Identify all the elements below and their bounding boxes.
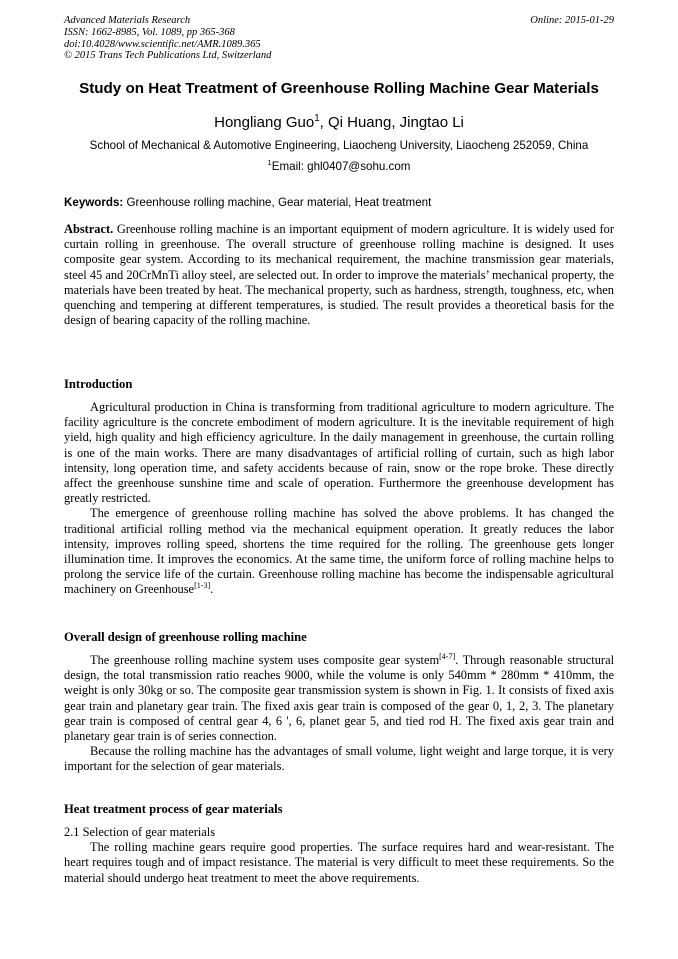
overall-design-paragraph-1 (64, 653, 614, 744)
overall-design-paragraph-2: Because the rolling machine has the advantages of small volume, light weight and large torque, it is very important for the selection of gear materials. (64, 744, 614, 774)
journal-issn: ISSN: 1662-8985, Vol. 1089, pp 365-368 (64, 26, 235, 38)
affiliation: School of Mechanical & Automotive Engineering, Liaocheng University, Liaocheng 252059, China (89, 139, 589, 152)
coauthor-names: , Qi Huang, Jingtao Li (319, 114, 464, 131)
email-line (40, 160, 638, 174)
citation-ref: [1-3] (194, 581, 211, 591)
paper-title: Study on Heat Treatment of Greenhouse Rolling Machine Gear Materials (79, 80, 599, 97)
introduction-paragraph-2-text: The emergence of greenhouse rolling machine has solved the above problems. It has changed the traditional artificial rolling method via the mechanical equipment operation. It greatly reduces the labor intensity, improves rolling speed, shortens the time required for the rolling. The greenhouse gets longer illumination time. It improves the economics. At the same time, the uniform force of rolling machine helps to prolong the service life of the curtain. Greenhouse rolling machine has become the indispensable agricultural machinery on Greenhouse (64, 506, 614, 597)
abstract-label: Abstract. (64, 222, 114, 236)
author-affiliation-mark: 1 (314, 113, 320, 124)
email-mark: 1 (267, 158, 272, 168)
selection-subheading: 2.1 Selection of gear materials (64, 825, 216, 839)
period: . (210, 582, 214, 597)
heat-treatment-paragraph-1: The rolling machine gears require good properties. The surface requires hard and wear-resistant. The heart requires tough and of impact resistance. The material is very difficult to meet these requirements. So the material should undergo heat treatment to meet the above requirements. (64, 840, 614, 885)
online-date: Online: 2015-01-29 (530, 15, 614, 26)
introduction-paragraph-1: Agricultural production in China is transforming from traditional agriculture to modern agriculture. The facility agriculture is the concrete embodiment of modern agriculture. It is the inevitable requirement of high yield, high quality and high efficiency agriculture. In the daily management in greenhouse, the curtain rolling is one of the main works. There are many disadvantages of artificial rolling of curtain, such as high labor intensity, long operation time, and safety accidents because of rain, snow or the rope broke. These directly affect the greenhouse sunshine time and scale of operation. Furthermore the greenhouse development has greatly restricted. (64, 400, 614, 506)
keywords-text: Greenhouse rolling machine, Gear material, Heat treatment (123, 196, 432, 209)
introduction-section (64, 400, 614, 598)
journal-doi: doi:10.4028/www.scientific.net/AMR.1089.365 (64, 38, 261, 50)
journal-header (64, 15, 424, 62)
keywords-label: Keywords: (64, 196, 124, 209)
journal-name: Advanced Materials Research (64, 15, 191, 26)
overall-design-paragraph-1-start: The greenhouse rolling machine system uses composite gear system (90, 653, 440, 667)
keywords (64, 196, 616, 210)
author-name: Hongliang Guo (214, 114, 315, 131)
overall-design-heading: Overall design of greenhouse rolling machine (64, 630, 307, 644)
overall-design-section (64, 653, 614, 775)
citation-ref: [4-7] (439, 651, 456, 661)
overall-design-paragraph-1-rest: . Through reasonable structural design, the total transmission ratio reaches 9000, while the volume is only 540mm * 280mm * 410mm, the weight is only 30kg or so. The composite gear transmission system is shown in Fig. 1. It consists of fixed axis gear train and planetary gear train. The fixed axis gear train is composed of the gear 0, 1, 2, 3. The planetary gear train is composed of central gear 4, 6 ', 6, planet gear 5, and tied rod H. The fixed axis gear train and planetary gear train is of series connection. (64, 653, 615, 744)
introduction-heading: Introduction (64, 377, 133, 391)
abstract (64, 222, 614, 328)
introduction-paragraph-2 (64, 506, 614, 597)
journal-copyright: © 2015 Trans Tech Publications Ltd, Switzerland (64, 50, 272, 62)
author-list (40, 114, 638, 132)
heat-treatment-section (64, 825, 614, 886)
email-address: Email: ghl0407@sohu.com (271, 160, 411, 173)
heat-treatment-heading: Heat treatment process of gear materials (64, 802, 283, 816)
abstract-text: Greenhouse rolling machine is an important equipment of modern agriculture. It is widely used for curtain rolling in greenhouse. The overall structure of greenhouse rolling machine is designed. It uses composite gear system. According to its mechanical requirement, the machine transmission gear materials, steel 45 and 20CrMnTi alloy steel, are selected out. In order to improve the materials’ mechanical property, the materials have been treated by heat. The mechanical property, such as hardness, strength, toughness, etc, when quenching and tempering at different temperatures, is studied. The result provides a theoretical basis for the design of bearing capacity of the rolling machine. (64, 222, 614, 328)
